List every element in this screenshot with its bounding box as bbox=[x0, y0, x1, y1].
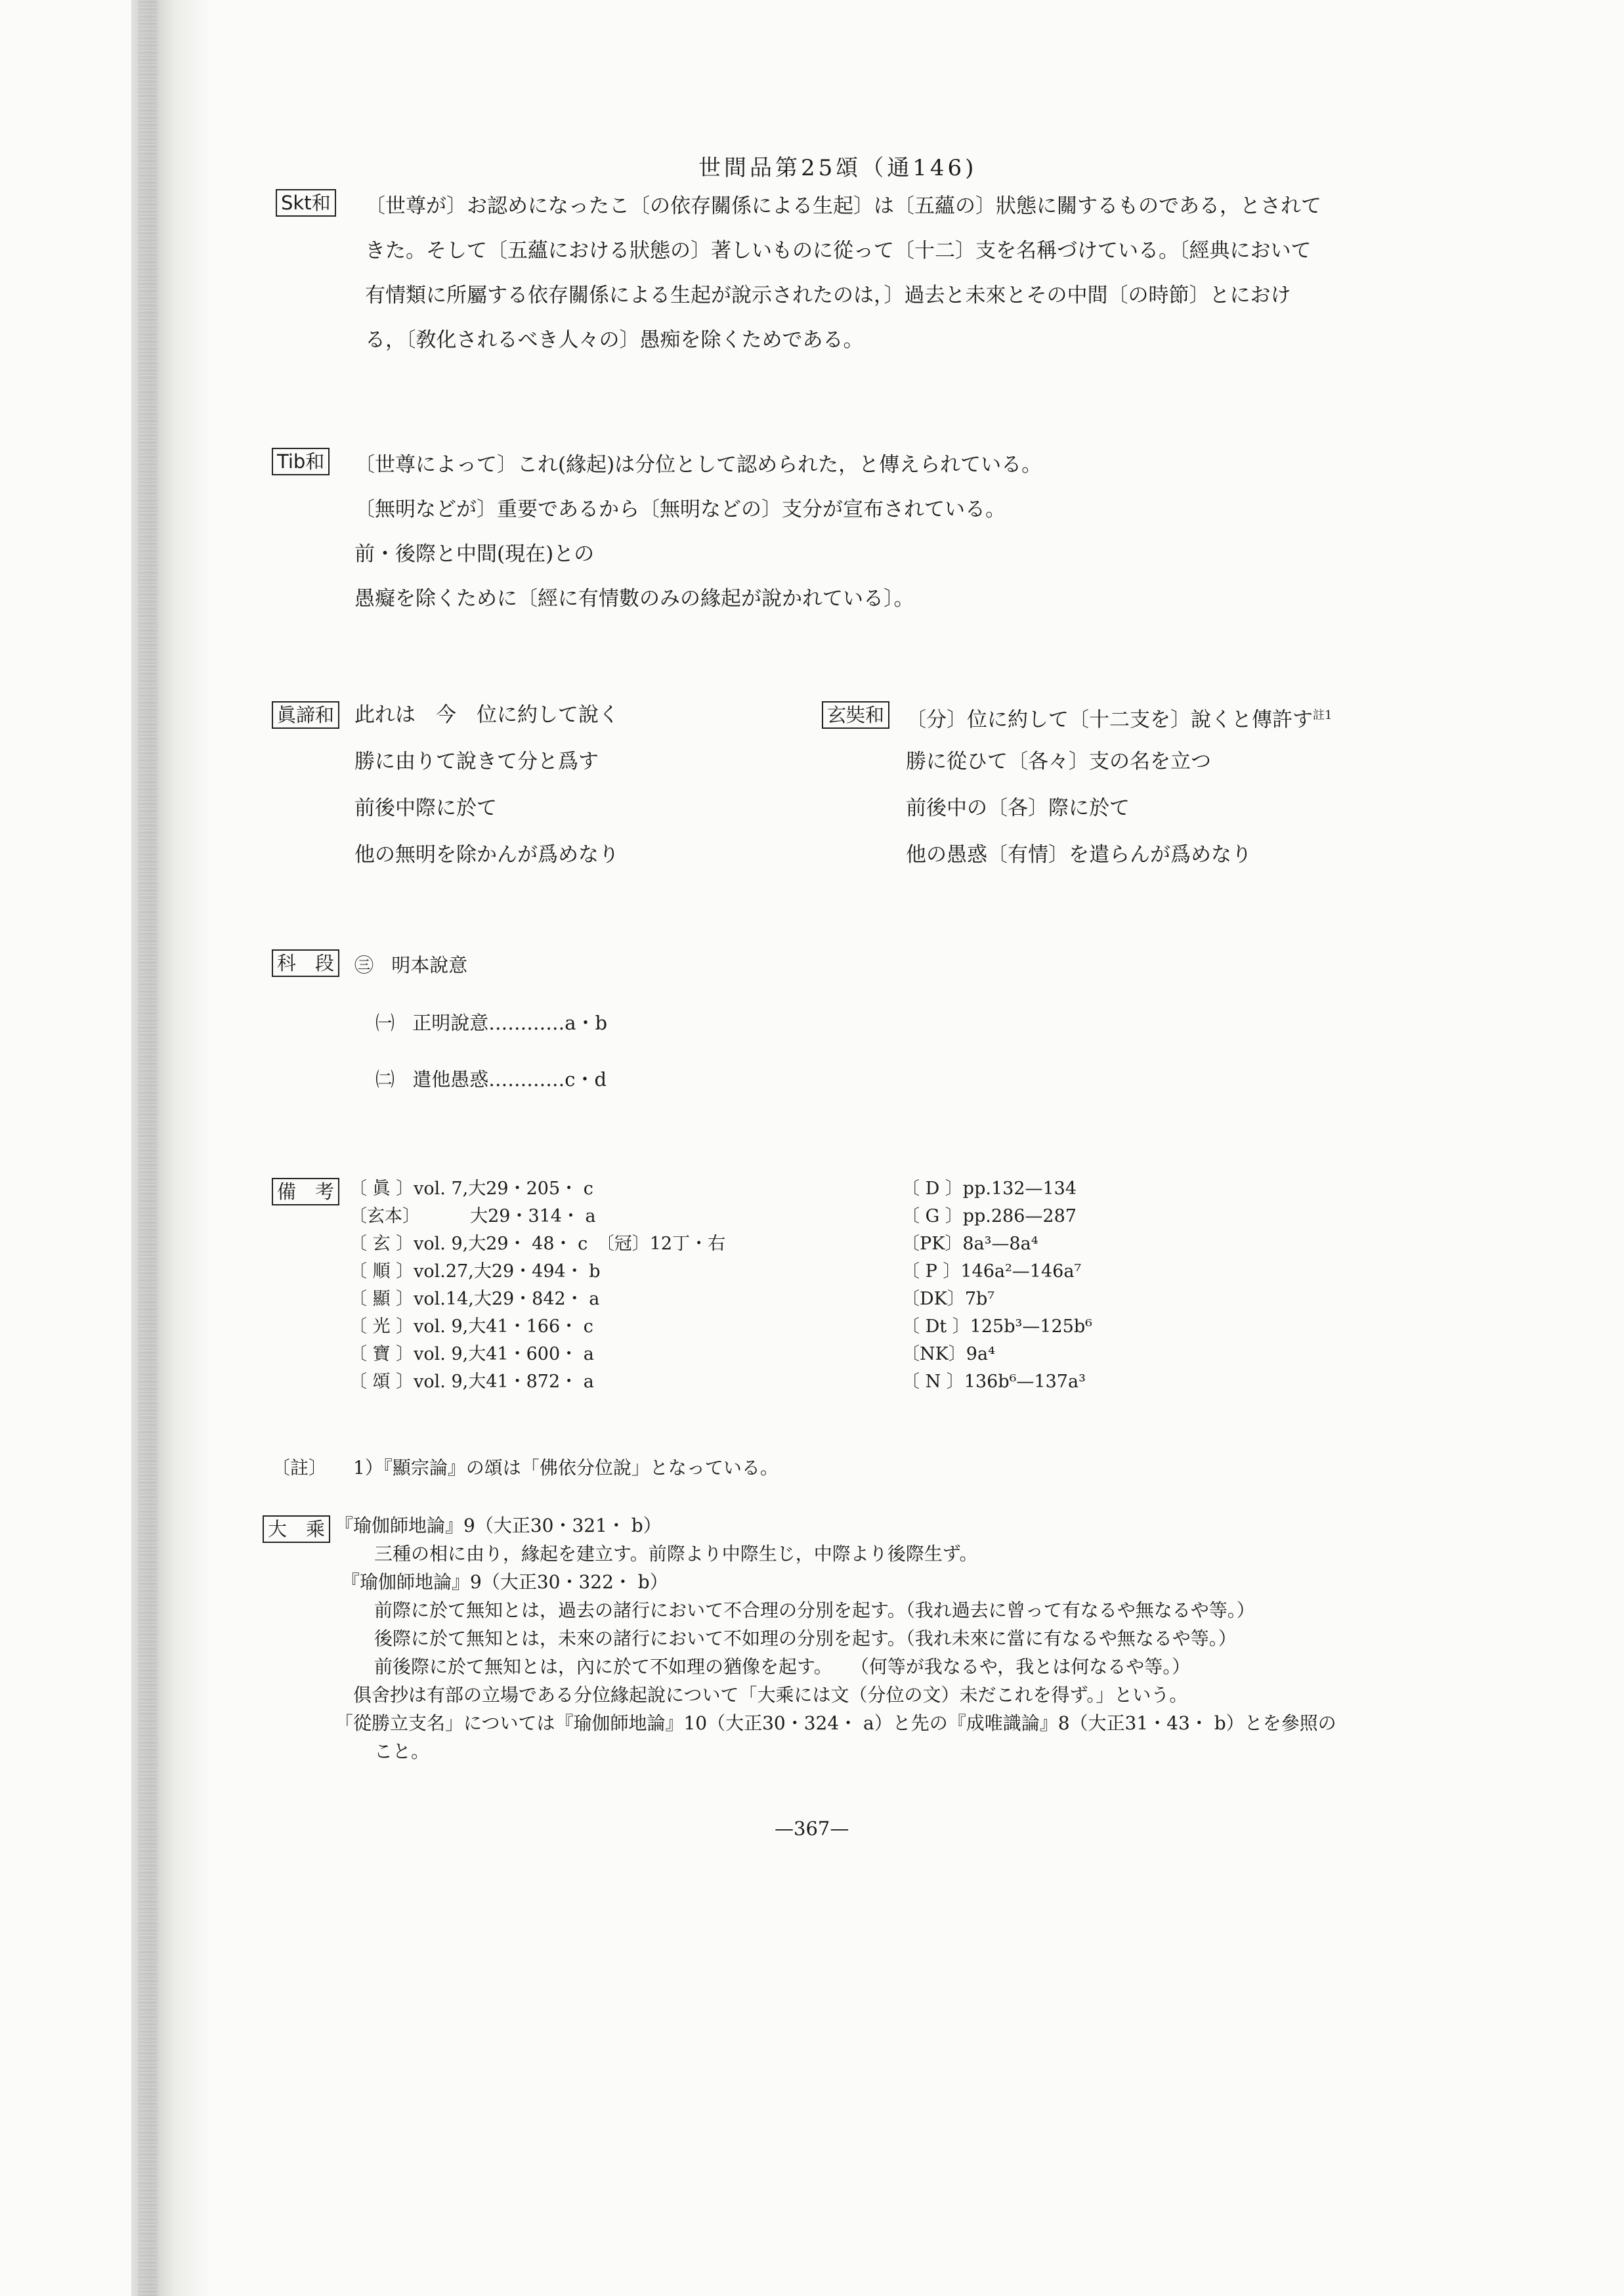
kadan-tag: 科 段 bbox=[272, 949, 339, 977]
shinti-tag: 眞諦和 bbox=[272, 701, 339, 729]
mahayana-line: 後際に於て無知とは，未來の諸行において不如理の分別を起す。（我れ未來に當に有なるや無なるや等。） bbox=[374, 1628, 1237, 1649]
mahayana-line: 三種の相に由り，緣起を建立す。前際より中際生じ，中際より後際生ず。 bbox=[374, 1543, 978, 1565]
ref-line: 〔PK〕8a³—8a⁴ bbox=[902, 1234, 1038, 1254]
skt-line: 〔世尊が〕お認めになったこ〔の依存關係による生起〕は〔五蘊の〕狀態に關するものである，とされて bbox=[365, 194, 1321, 218]
ref-line: 〔 N 〕136b⁶—137a³ bbox=[902, 1372, 1086, 1392]
kadan-item-label: 遣他愚惑…………c・d bbox=[412, 1068, 607, 1091]
mahayana-line: 前後際に於て無知とは，內に於て不如理の猶像を起す。 （何等が我なるや，我とは何なるや等。） bbox=[374, 1656, 1191, 1678]
shinti-line: 他の無明を除かんが爲めなり bbox=[354, 843, 619, 867]
ref-line: 〔 P 〕146a²—146a⁷ bbox=[902, 1261, 1082, 1282]
mahayana-line: 『瑜伽師地論』9（大正30・321・ b） bbox=[335, 1515, 662, 1536]
chu-tag: 〔註〕 bbox=[272, 1457, 328, 1479]
ref-line: 〔NK〕9a⁴ bbox=[902, 1344, 995, 1364]
skt-line: 有情類に所屬する依存關係による生起が說示されたのは，〕過去と未來とその中間〔の時節〕とにおけ bbox=[365, 284, 1291, 307]
kadan-item bbox=[375, 1065, 607, 1092]
note-marker: 註1 bbox=[1313, 708, 1333, 722]
shinti-verse bbox=[354, 692, 619, 878]
shinti-line: 此れは 今 位に約して說く bbox=[354, 703, 619, 727]
tib-translation bbox=[354, 443, 1042, 621]
ref-line: 〔 Dt 〕125b³—125b⁶ bbox=[902, 1316, 1092, 1337]
tib-line: 前・後際と中間(現在)との bbox=[354, 542, 595, 566]
genjo-line: 勝に從ひて〔各々〕支の名を立つ bbox=[906, 750, 1211, 773]
biko-tag: 備 考 bbox=[272, 1178, 339, 1205]
skt-tag: Skt和 bbox=[276, 189, 336, 217]
ref-line: 〔 顯 〕vol.14,大29・842・ a bbox=[349, 1289, 600, 1309]
mahayana-line: 「從勝立支名」については『瑜伽師地論』10（大正30・324・ a）と先の『成唯識論』8（大正31・43・ b）とを參照の bbox=[335, 1712, 1336, 1734]
page-title: 世間品第25頌（通146) bbox=[698, 155, 977, 181]
genjo-line: 前後中の〔各〕際に於て bbox=[906, 796, 1130, 820]
tib-tag: Tib和 bbox=[272, 448, 330, 475]
mahayana-line: 『瑜伽師地論』9（大正30・322・ b） bbox=[341, 1571, 668, 1593]
ref-line: 〔 寶 〕vol. 9,大41・600・ a bbox=[349, 1344, 594, 1364]
ref-line: 〔 D 〕pp.132—134 bbox=[902, 1179, 1077, 1199]
tib-line: 〔世尊によって〕これ(緣起)は分位として認められた，と傳えられている。 bbox=[354, 453, 1042, 477]
skt-translation bbox=[365, 184, 1321, 362]
genjo-line-text: 〔分〕位に約して〔十二支を〕說くと傳許す bbox=[906, 708, 1313, 732]
kadan-main-label: 明本說意 bbox=[391, 954, 468, 976]
genjo-verse bbox=[906, 692, 1332, 878]
biko-left-refs bbox=[349, 1175, 725, 1396]
kadan-item-label: 正明說意…………a・b bbox=[412, 1012, 608, 1034]
genjo-line bbox=[906, 692, 1332, 739]
biko-right-refs bbox=[902, 1175, 1092, 1396]
mahayana-line: 俱舍抄は有部の立場である分位緣起說について「大乘には文（分位の文）未だこれを得ず。」という。 bbox=[353, 1684, 1188, 1706]
kadan-item-marker: ㈡ bbox=[375, 1068, 395, 1091]
shinti-line: 勝に由りて說きて分と爲す bbox=[354, 750, 599, 773]
kadan-main bbox=[354, 951, 467, 978]
chu-note: 1）『顯宗論』の頌は「佛依分位說」となっている。 bbox=[353, 1457, 779, 1479]
kadan-main-marker: ㊂ bbox=[354, 954, 374, 976]
mahayana-tag: 大 乘 bbox=[263, 1515, 330, 1543]
scan-edge-noise bbox=[138, 0, 158, 2296]
ref-line: 〔 G 〕pp.286—287 bbox=[902, 1206, 1077, 1226]
genjo-line: 他の愚惑〔有情〕を遣らんが爲めなり bbox=[906, 843, 1252, 867]
ref-line: 〔 眞 〕vol. 7,大29・205・ c bbox=[349, 1179, 593, 1199]
mahayana-line: こと。 bbox=[374, 1741, 430, 1762]
tib-line: 愚癡を除くために〔經に有情數のみの緣起が說かれている〕。 bbox=[354, 587, 914, 611]
genjo-tag: 玄奘和 bbox=[822, 701, 889, 729]
kadan-item bbox=[375, 1008, 607, 1035]
ref-line: 〔DK〕7b⁷ bbox=[902, 1289, 995, 1309]
ref-line: 〔 玄 〕vol. 9,大29・ 48・ c 〔冠〕12丁・右 bbox=[349, 1234, 726, 1254]
mahayana-line: 前際に於て無知とは，過去の諸行において不合理の分別を起す。（我れ過去に曾って有なるや無なるや等。） bbox=[374, 1599, 1255, 1621]
mahayana-block bbox=[335, 1511, 1336, 1765]
skt-line: る，〔敎化されるべき人々の〕愚痴を除くためである。 bbox=[365, 328, 864, 352]
ref-line: 〔玄本〕 大29・314・ a bbox=[349, 1206, 596, 1226]
kadan-item-marker: ㈠ bbox=[375, 1012, 395, 1034]
skt-line: きた。そして〔五蘊における狀態の〕著しいものに從って〔十二〕支を名稱づけている。〔經典において bbox=[365, 239, 1312, 263]
ref-line: 〔 頌 〕vol. 9,大41・872・ a bbox=[349, 1372, 594, 1392]
page-number: —367— bbox=[775, 1817, 849, 1840]
ref-line: 〔 光 〕vol. 9,大41・166・ c bbox=[349, 1316, 593, 1337]
shinti-line: 前後中際に於て bbox=[354, 796, 497, 820]
ref-line: 〔 順 〕vol.27,大29・494・ b bbox=[349, 1261, 601, 1282]
tib-line: 〔無明などが〕重要であるから〔無明などの〕支分が宣布されている。 bbox=[354, 498, 1006, 521]
